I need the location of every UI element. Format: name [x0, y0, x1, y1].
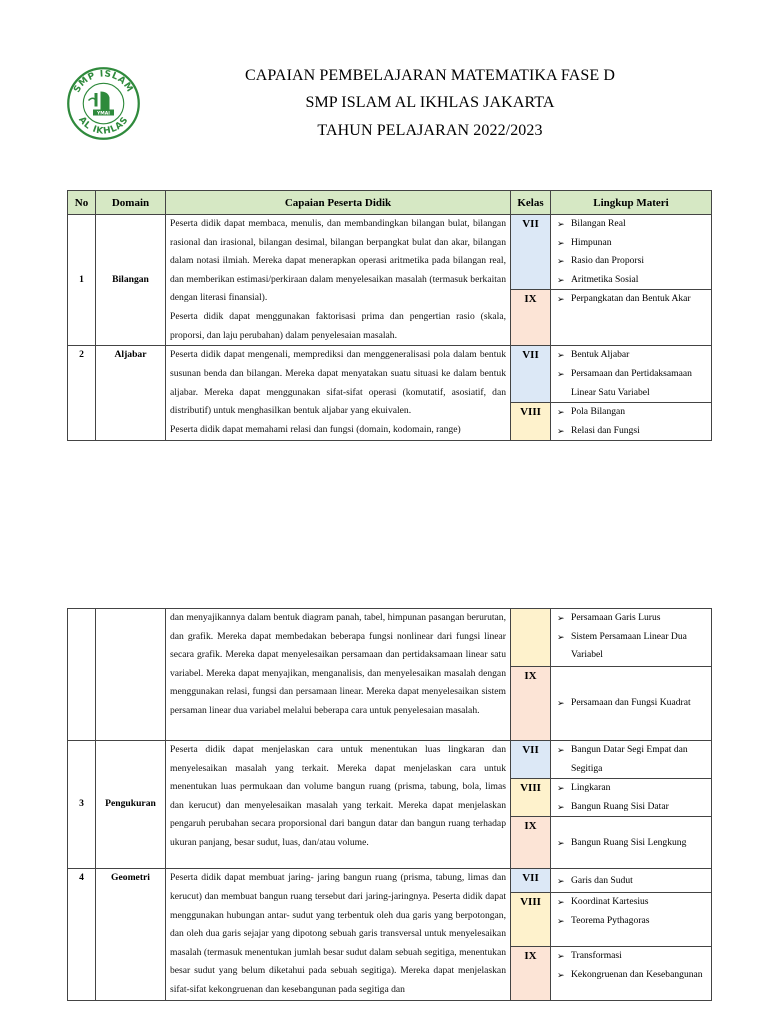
kelas-cell: VIII: [511, 403, 551, 441]
materi-cell: [551, 946, 712, 1000]
materi-cell: [551, 403, 712, 441]
arrow-bullet-icon: ➢: [557, 219, 565, 229]
school-name: SMP ISLAM AL IKHLAS JAKARTA: [305, 94, 555, 111]
arrow-bullet-icon: ➢: [557, 837, 565, 848]
arrow-bullet-icon: ➢: [557, 875, 565, 886]
kelas-cell: VII: [511, 346, 551, 403]
header-lingkup-materi: Lingkup Materi: [551, 191, 712, 215]
materi-cell: [551, 779, 712, 817]
kelas-cell: VII: [511, 869, 551, 893]
arrow-bullet-icon: ➢: [557, 631, 565, 642]
arrow-bullet-icon: ➢: [557, 425, 565, 436]
domain-cell: Aljabar: [96, 346, 166, 441]
materi-cell: [551, 609, 712, 667]
list-item: ➢ Sistem Persamaan Linear Dua Variabel: [555, 628, 709, 665]
kelas-cell: VIII: [511, 893, 551, 947]
materi-cell: [551, 290, 712, 346]
capaian-cell: [166, 346, 511, 441]
table-row: [68, 609, 712, 667]
list-item: ➢ Koordinat Kartesius: [555, 893, 709, 912]
kelas-cell: IX: [511, 667, 551, 741]
list-item: ➢ Lingkaran: [555, 779, 709, 798]
arrow-bullet-icon: ➢: [557, 745, 565, 755]
table-row: [68, 346, 712, 403]
kelas-cell: IX: [511, 817, 551, 869]
list-item: ➢ Rasio dan Proporsi: [555, 252, 709, 271]
document-title: CAPAIAN PEMBELAJARAN MATEMATIKA FASE D: [244, 67, 616, 84]
list-item: ➢ Persamaan dan Fungsi Kuadrat: [555, 694, 709, 713]
materi-cell: [551, 346, 712, 403]
logo-top-text: SMP ISLAM: [72, 69, 135, 95]
table-header-row: [68, 191, 712, 215]
capaian-paragraph: Peserta didik dapat membuat jaring- jaring bangun ruang (prisma, tabung, limas dan kerucut) dan membuat bangun ruang tersebut dari jaring-jaringnya. Peserta didik dapat menggunakan hubungan antar- sudut yang terbentuk oleh dua garis yang berpotongan, dan oleh dua garis sejajar yang dipotong sebuah garis transversal untuk menyelesaikan masalah (termasuk menentukan jumlah besar sudut dalam sebuah segitiga, menentukan besar sudut yang belum diketahui pada sebuah segitiga). Mereka dapat menjelaskan sifat-sifat kekongruenan dan kesebangunan pada segitiga dan: [170, 872, 506, 995]
materi-cell: [551, 741, 712, 779]
capaian-paragraph: Peserta didik dapat memahami relasi dan fungsi (domain, kodomain, range): [170, 423, 461, 435]
list-item: ➢ Bangun Datar Segi Empat dan Segitiga: [555, 741, 709, 778]
page-break: [0, 464, 768, 608]
domain-cell: Pengukuran: [96, 741, 166, 869]
logo-center-text: YMAI: [97, 111, 110, 117]
arrow-bullet-icon: ➢: [557, 294, 565, 305]
arrow-bullet-icon: ➢: [557, 801, 565, 812]
capaian-paragraph: dan menyajikannya dalam bentuk diagram panah, tabel, himpunan pasangan berurutan, dan grafik. Mereka dapat membedakan beberapa fungsi nonlinear dari fungsi linear secara grafik. Mereka dapat menyelesaikan persamaan dan pertidaksamaan linear satu variabel. Mereka dapat menyajikan, menganalisis, dan menyelesaikan masalah dengan menggunakan relasi, fungsi dan persamaan linear. Mereka dapat menyelesaikan sistem persaman linear dua variabel melalui beberapa cara untuk penyelesaian masalah.: [170, 612, 506, 716]
list-item: ➢ Bangun Ruang Sisi Datar: [555, 798, 709, 817]
arrow-bullet-icon: ➢: [557, 274, 565, 285]
kelas-cell: IX: [511, 946, 551, 1000]
arrow-bullet-icon: ➢: [557, 969, 565, 980]
list-item: ➢ Bangun Ruang Sisi Lengkung: [555, 834, 709, 853]
capaian-paragraph: Peserta didik dapat menjelaskan cara untuk menentukan luas lingkaran dan menyelesaikan masalah yang terkait. Mereka dapat menjelaskan cara untuk menentukan luas permukaan dan volume bangun ruang (prisma, tabung, bola, limas dan kerucut) dan menyelesaikan masalah yang terkait. Mereka dapat menjelaskan pengaruh perubahan secara proporsional dari bangun datar dan bangun ruang terhadap ukuran panjang, besar sudut, luas, dan/atau volume.: [170, 744, 506, 848]
list-item: ➢ Garis dan Sudut: [555, 872, 709, 891]
capaian-paragraph: Peserta didik dapat membaca, menulis, dan membandingkan bilangan bulat, bilangan rasional dan irasional, bilangan desimal, bilangan berpangkat bulat dan akar, bilangan dalam notasi ilmiah. Mereka dapat menerapkan operasi aritmetika pada bilangan real, dan memberikan estimasi/perkiraan dalam menyelesaikan masalah (termasuk berkaitan dengan literasi finansial).: [170, 218, 506, 304]
capaian-table-page-1: [67, 190, 712, 441]
materi-cell: [551, 869, 712, 893]
list-item: ➢ Bentuk Aljabar: [555, 346, 709, 365]
arrow-bullet-icon: ➢: [557, 256, 565, 267]
arrow-bullet-icon: ➢: [557, 698, 565, 709]
list-item: ➢ Himpunan: [555, 234, 709, 253]
table-row: [68, 741, 712, 779]
capaian-cell: [166, 215, 511, 346]
arrow-bullet-icon: ➢: [557, 897, 565, 908]
domain-cell: Bilangan: [96, 215, 166, 346]
header-kelas: Kelas: [511, 191, 551, 215]
row-number: 4: [68, 869, 96, 1000]
list-item: ➢ Teorema Pythagoras: [555, 912, 709, 931]
arrow-bullet-icon: ➢: [557, 613, 565, 623]
header-capaian: Capaian Peserta Didik: [166, 191, 511, 215]
capaian-cell: [166, 609, 511, 741]
row-number: 2: [68, 346, 96, 441]
kelas-cell-continued: [511, 609, 551, 667]
materi-cell: [551, 667, 712, 741]
arrow-bullet-icon: ➢: [557, 407, 565, 418]
capaian-cell: [166, 741, 511, 869]
kelas-cell: VII: [511, 215, 551, 290]
arrow-bullet-icon: ➢: [557, 237, 565, 248]
list-item: ➢ Persamaan Garis Lurus: [555, 609, 709, 628]
list-item: ➢ Relasi dan Fungsi: [555, 422, 709, 441]
arrow-bullet-icon: ➢: [557, 783, 565, 794]
logo-bottom-text: AL IKHLAS: [76, 115, 131, 137]
list-item: ➢ Pola Bilangan: [555, 403, 709, 422]
list-item: ➢ Bilangan Real: [555, 215, 709, 234]
list-item: ➢ Persamaan dan Pertidaksamaan Linear Satu Variabel: [555, 365, 709, 402]
list-item: ➢ Kekongruenan dan Kesebangunan: [555, 966, 709, 985]
arrow-bullet-icon: ➢: [557, 350, 565, 361]
academic-year: TAHUN PELAJARAN 2022/2023: [317, 122, 543, 139]
domain-cell-empty: [96, 609, 166, 741]
row-number-empty: [68, 609, 96, 741]
header-no: No: [68, 191, 96, 215]
capaian-paragraph: Peserta didik dapat mengenali, memprediksi dan menggeneralisasi pola dalam bentuk susunan benda dan bilangan. Mereka dapat menyatakan suatu situasi ke dalam bentuk aljabar. Mereka dapat menggunakan sifat-sifat operasi (komutatif, asosiatif, dan distributif) untuk menghasilkan bentuk aljabar yang ekuivalen.: [170, 349, 506, 417]
list-item: ➢ Perpangkatan dan Bentuk Akar: [555, 290, 709, 309]
school-logo: [66, 66, 141, 141]
capaian-paragraph: Peserta didik dapat menggunakan faktorisasi prima dan pengertian rasio (skala, proporsi, dan laju perubahan) dalam penyelesaian masalah.: [170, 310, 506, 341]
kelas-cell: VII: [511, 741, 551, 779]
materi-cell: [551, 893, 712, 947]
materi-cell: [551, 215, 712, 290]
arrow-bullet-icon: ➢: [557, 915, 565, 926]
kelas-cell: IX: [511, 290, 551, 346]
list-item: ➢ Aritmetika Sosial: [555, 271, 709, 290]
domain-cell: Geometri: [96, 869, 166, 1000]
list-item: ➢ Transformasi: [555, 947, 709, 966]
header-domain: Domain: [96, 191, 166, 215]
capaian-cell: [166, 869, 511, 1000]
row-number: 1: [68, 215, 96, 346]
arrow-bullet-icon: ➢: [557, 950, 565, 961]
row-number: 3: [68, 741, 96, 869]
kelas-cell: VIII: [511, 779, 551, 817]
materi-cell: [551, 817, 712, 869]
capaian-table-page-2: [67, 608, 712, 1001]
svg-text:SMP ISLAM: [72, 69, 134, 94]
table-row: [68, 869, 712, 893]
arrow-bullet-icon: ➢: [557, 368, 565, 379]
table-row: [68, 215, 712, 290]
